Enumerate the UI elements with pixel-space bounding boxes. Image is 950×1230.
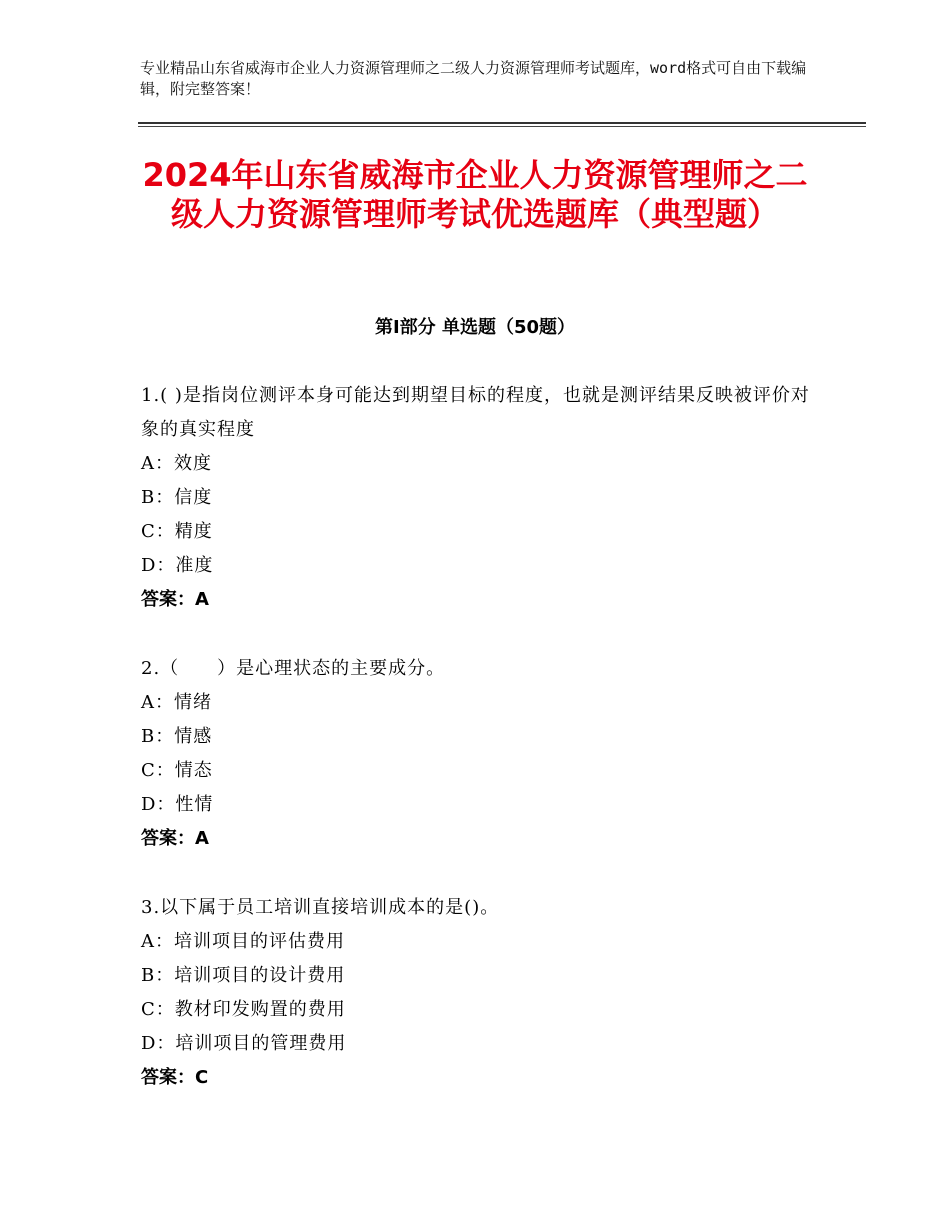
section-title: 第Ⅰ部分 单选题（50题） bbox=[374, 317, 575, 338]
question-stem: 2.（ ）是心理状态的主要成分。 bbox=[141, 658, 446, 679]
question-1 bbox=[141, 379, 821, 617]
option-c: C：情态 bbox=[141, 760, 213, 781]
header-note: 专业精品山东省威海市企业人力资源管理师之二级人力资源管理师考试题库，word格式可自由下载编辑，附完整答案！ bbox=[140, 59, 807, 98]
header-rule-thick bbox=[138, 122, 866, 124]
option-d: D：性情 bbox=[141, 794, 214, 815]
answer: 答案：A bbox=[141, 589, 209, 610]
option-c: C：精度 bbox=[141, 521, 213, 542]
question-2 bbox=[141, 652, 821, 856]
option-a: A：情绪 bbox=[141, 692, 212, 713]
option-b: B：情感 bbox=[141, 726, 213, 747]
option-b: B：信度 bbox=[141, 487, 213, 508]
document-title: 2024年山东省威海市企业人力资源管理师之二级人力资源管理师考试优选题库（典型题） bbox=[142, 156, 808, 233]
option-d: D：培训项目的管理费用 bbox=[141, 1033, 347, 1054]
question-3 bbox=[141, 891, 821, 1095]
option-d: D：准度 bbox=[141, 555, 214, 576]
question-stem: 3.以下属于员工培训直接培训成本的是()。 bbox=[141, 897, 500, 918]
option-b: B：培训项目的设计费用 bbox=[141, 965, 346, 986]
answer: 答案：C bbox=[141, 1067, 209, 1088]
question-stem: 1.( )是指岗位测评本身可能达到期望目标的程度，也就是测评结果反映被评价对象的真实程度 bbox=[141, 385, 810, 440]
header-rule-thin bbox=[138, 126, 866, 127]
answer: 答案：A bbox=[141, 828, 209, 849]
option-a: A：培训项目的评估费用 bbox=[141, 931, 345, 952]
option-a: A：效度 bbox=[141, 453, 212, 474]
option-c: C：教材印发购置的费用 bbox=[141, 999, 346, 1020]
